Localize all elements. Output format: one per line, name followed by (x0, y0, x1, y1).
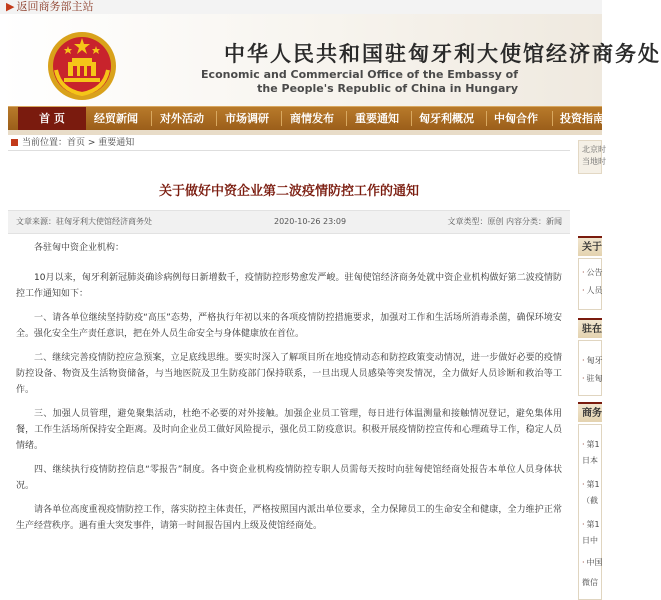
article-greeting: 各驻匈中资企业机构： (34, 243, 125, 253)
article-paragraph: 请各单位高度重视疫情防控工作，落实防控主体责任，严格按照国内派出单位要求，全力保障员工的生命安全和健康，全力维护正常生产经营秩序。遇有重大突发事件，请第一时间报告国内上级及使馆经商处。 (16, 505, 562, 531)
sidebar-section-title: 驻在 (578, 318, 602, 338)
sidebar-list-item[interactable]: · 第1 (582, 440, 600, 449)
article-paragraph: 一、请各单位继续坚持防疫“高压”态势，严格执行年初以来的各项疫情防控措施要求，加强对工作和生活场所消毒杀菌，确保环境安全。强化安全生产责任意识，把在外人员生命安全与身体健康放在首位。 (16, 313, 562, 339)
sidebar-section-title: 关于 (578, 236, 602, 256)
site-title-cn: 中华人民共和国驻匈牙利大使馆经济商务处 (224, 41, 661, 66)
sidebar-list-item[interactable]: · 中国 (582, 558, 603, 567)
article-type: 文章类型：原创 内容分类：新闻 (447, 217, 562, 226)
nav-home[interactable]: 首 页 (18, 107, 86, 130)
sidebar-list-item: （截 (582, 496, 598, 505)
article-paragraph: 10月以来，匈牙利新冠肺炎确诊病例每日新增数千，疫情防控形势愈发严峻。驻匈使馆经济商务处就中资企业机构做好第二波疫情防控工作通知如下： (16, 273, 562, 299)
nav-trade-news[interactable]: 经贸新闻 (94, 112, 138, 125)
sidebar-list-item[interactable]: · 驻匈 (582, 374, 603, 383)
nav-foreign-activities[interactable]: 对外活动 (160, 112, 204, 125)
sidebar-list-item[interactable]: · 第1 (582, 520, 600, 529)
nav-investment-guide[interactable]: 投资指南 (560, 112, 604, 125)
site-title-en: Economic and Commercial Office of the Embassy of the People's Republic of China in Hungary (201, 68, 518, 95)
sidebar-list-item: 日本 (582, 456, 598, 465)
main-nav (8, 106, 602, 131)
right-sidebar (578, 140, 606, 600)
sidebar-list (578, 340, 602, 396)
sidebar-list-item[interactable]: · 第1 (582, 480, 600, 489)
sidebar-list-item[interactable]: · 公告 (582, 268, 603, 277)
article-paragraph: 四、继续执行疫情防控信息“零报告”制度。各中资企业机构疫情防控专职人员需每天按时向驻匈使馆经商处报告本单位人员身体状况。 (16, 465, 562, 491)
national-emblem-icon (46, 30, 118, 102)
sidebar-section-title: 商务 (578, 402, 602, 422)
clock-box: 北京时 当地时 (578, 140, 602, 174)
breadcrumb (8, 136, 570, 151)
sidebar-list-item: 日中 (582, 536, 598, 545)
arrow-icon: ▶ (6, 0, 15, 13)
sidebar-list (578, 424, 602, 600)
nav-cooperation[interactable]: 中匈合作 (494, 112, 538, 125)
back-to-main-site-link[interactable]: ▶ 返回商务部主站 (6, 0, 94, 13)
article-paragraph: 三、加强人员管理，避免聚集活动，杜绝不必要的对外接触。加强企业员工管理，每日进行体温测量和接触情况登记，避免集体用餐，工作生活场所保持安全距离。及时向企业员工做好风险提示，强化员工防疫意识。积极开展疫情防控宣传和心理疏导工作，稳定人员情绪。 (16, 409, 562, 451)
sidebar-list (578, 258, 602, 310)
article-paragraph: 二、继续完善疫情防控应急预案，立足底线思维。要实时深入了解项目所在地疫情动态和防控政策变动情况，进一步做好必要的疫情防控设备、物资及生活物资储备，与当地医院及卫生防疫部门保持联系，一旦出现人员感染等突发情况，全力做好人员诊断和救治等工作。 (16, 353, 562, 395)
nav-underline (8, 130, 602, 135)
site-header (0, 14, 661, 106)
nav-notices[interactable]: 重要通知 (355, 112, 399, 125)
article-meta (8, 210, 570, 234)
article-source: 文章来源：驻匈牙利大使馆经济商务处 (16, 217, 152, 226)
nav-market-research[interactable]: 市场调研 (225, 112, 269, 125)
wechat-qr-caption: 微信 (582, 578, 598, 587)
nav-hungary-overview[interactable]: 匈牙利概况 (419, 112, 474, 125)
breadcrumb-text[interactable]: 当前位置：首页 > 重要通知 (22, 138, 135, 148)
top-bar (0, 0, 602, 15)
sidebar-list-item[interactable]: · 人员 (582, 286, 603, 295)
location-marker-icon (11, 139, 18, 146)
nav-business-info[interactable]: 商情发布 (290, 112, 334, 125)
sidebar-list-item[interactable]: · 匈牙 (582, 356, 603, 365)
article-date: 2020-10-26 23:09 (274, 217, 347, 226)
article-title: 关于做好中资企业第二波疫情防控工作的通知 (158, 184, 419, 199)
article-body (16, 240, 562, 542)
